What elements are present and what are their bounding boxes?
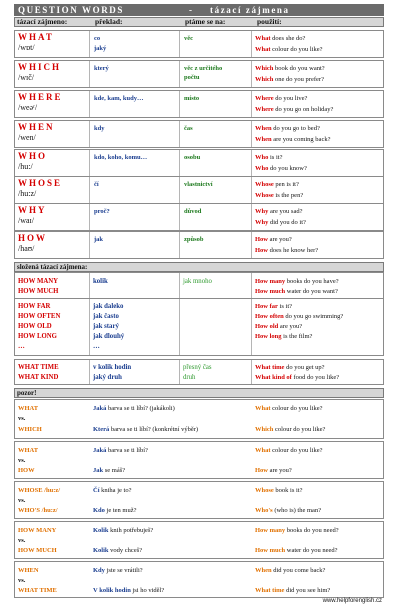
vs-label: vs. <box>18 537 26 544</box>
english-example: What colour do you like? <box>255 405 323 412</box>
czech-translation: kde, kam, kudy… <box>94 95 144 102</box>
example: Who is it? <box>255 154 283 161</box>
word-row <box>14 90 384 118</box>
asks-about: počtu <box>184 74 200 81</box>
czech-translation: čí <box>94 181 99 188</box>
example: What does she do? <box>255 35 306 42</box>
english-example: How many books do you need? <box>255 527 339 534</box>
vs-label: vs. <box>18 497 26 504</box>
example: Whose is the pen? <box>255 192 304 199</box>
asks-about: vlastnictví <box>184 181 213 188</box>
example: How many books do you have? <box>255 278 339 285</box>
example: Why did you do it? <box>255 219 306 226</box>
header-col4: použití: <box>257 17 282 26</box>
question-word: WHEN <box>18 122 55 132</box>
word-row <box>14 203 384 231</box>
pronunciation: /wɒt/ <box>18 43 35 52</box>
contrast-pair <box>14 521 384 559</box>
contrast-word-a: WHAT <box>18 405 39 412</box>
header-col1: tázací zájmeno: <box>17 17 68 26</box>
question-word: WHERE <box>18 92 63 102</box>
compound-word: HOW OFTEN <box>18 313 61 320</box>
compound-word: HOW FAR <box>18 303 51 310</box>
vs-label: vs. <box>18 415 26 422</box>
contrast-word-b: WHICH <box>18 426 42 433</box>
english-example: How much water do you need? <box>255 547 338 554</box>
compound-word: WHAT TIME <box>18 364 59 371</box>
question-word: WHAT <box>18 32 54 42</box>
english-example: What time did you see him? <box>255 587 331 594</box>
compound-group <box>14 359 384 385</box>
example: How often do you go swimming? <box>255 313 344 320</box>
compound-section-header: složená tázací zájmena: <box>14 262 384 272</box>
word-row <box>14 120 384 148</box>
english-example: Who's (who is) the man? <box>255 507 322 514</box>
title-czech: tázací zájmena <box>210 5 290 15</box>
english-example: What colour do you like? <box>255 447 323 454</box>
contrast-pair <box>14 561 384 598</box>
word-row <box>14 231 384 259</box>
english-example: Whose book is it? <box>255 487 303 494</box>
asks-about: druh <box>183 374 196 381</box>
example: What time do you get up? <box>255 364 325 371</box>
contrast-word-b: HOW <box>18 467 35 474</box>
question-word: WHY <box>18 205 47 215</box>
czech-translation: jak dlouhý <box>93 333 125 340</box>
pozor-section-header: pozor! <box>14 388 384 398</box>
question-word: WHICH <box>18 62 62 72</box>
example: How old are you? <box>255 323 303 330</box>
compound-word: HOW OLD <box>18 323 52 330</box>
asks-about: jak mnoho <box>183 278 212 285</box>
asks-about: způsob <box>184 236 204 243</box>
example: How far is it? <box>255 303 293 310</box>
contrast-pair <box>14 441 384 479</box>
contrast-word-a: WHOSE /hu:z/ <box>18 487 61 494</box>
asks-about: osobu <box>184 154 201 161</box>
czech-translation: … <box>93 343 100 350</box>
pronunciation: /wen/ <box>18 133 36 142</box>
asks-about: věc z určitého <box>184 65 223 72</box>
czech-example: Čí kniha je to? <box>93 487 132 494</box>
english-example: Which colour do you like? <box>255 426 326 433</box>
contrast-word-a: HOW MANY <box>18 527 57 534</box>
czech-example: Kolik knih potřebuješ? <box>93 527 154 534</box>
example: How does he know her? <box>255 247 319 254</box>
compound-word: … <box>18 343 25 350</box>
compound-word: HOW MANY <box>18 278 59 285</box>
czech-example: Kdo je ten muž? <box>93 507 137 514</box>
english-example: How are you? <box>255 467 292 474</box>
compound-word: HOW LONG <box>18 333 57 340</box>
example: How much water do you want? <box>255 288 338 295</box>
english-example: When did you come back? <box>255 567 326 574</box>
czech-example: Kolik vody chceš? <box>93 547 143 554</box>
header-col3: ptáme se na: <box>185 17 226 26</box>
asks-about: čas <box>184 125 193 132</box>
example: Who do you know? <box>255 165 307 172</box>
title-dash: - <box>189 5 194 15</box>
czech-translation: kdy <box>94 125 105 132</box>
title-english: QUESTION WORDS <box>18 5 125 15</box>
question-word: WHO <box>18 151 48 161</box>
compound-word: HOW MUCH <box>18 288 59 295</box>
czech-example: Jak se máš? <box>93 467 126 474</box>
example: Which one do you prefer? <box>255 76 324 83</box>
czech-example: Jaká barva se ti líbí? (jakákoli) <box>93 405 175 412</box>
czech-translation: jak často <box>93 313 119 320</box>
example: What colour do you like? <box>255 46 323 53</box>
czech-translation: v kolik hodin <box>93 364 132 371</box>
word-row <box>14 176 384 204</box>
compound-group <box>14 298 384 356</box>
czech-example: Jaká barva se ti líbí? <box>93 447 148 454</box>
contrast-pair <box>14 399 384 439</box>
czech-translation: jaký <box>94 45 107 52</box>
question-word: WHOSE <box>18 178 63 188</box>
example: How are you? <box>255 236 292 243</box>
asks-about: věc <box>184 35 194 42</box>
example: How long is the film? <box>255 333 313 340</box>
contrast-word-b: WHAT TIME <box>18 587 57 594</box>
contrast-word-b: HOW MUCH <box>18 547 57 554</box>
czech-example: Kdy jste se vrátili? <box>93 567 143 574</box>
example: What kind of food do you like? <box>255 374 340 381</box>
contrast-word-a: WHEN <box>18 567 39 574</box>
czech-translation: co <box>94 35 101 42</box>
czech-translation: proč? <box>94 208 110 215</box>
czech-translation: kdo, koho, komu… <box>94 154 148 161</box>
pronunciation: /wɪč/ <box>18 73 34 82</box>
czech-translation: jak daleko <box>93 303 124 310</box>
czech-example: Která barva se ti líbí? (konkrétní výběr) <box>93 426 199 433</box>
asks-about: důvod <box>184 208 202 215</box>
question-word: HOW <box>18 233 48 243</box>
title-bar <box>14 4 384 16</box>
contrast-pair <box>14 481 384 519</box>
vs-label: vs. <box>18 577 26 584</box>
czech-example: V kolik hodin jsi ho viděl? <box>93 587 165 594</box>
pronunciation: /hu:/ <box>18 162 33 171</box>
example: Where do you live? <box>255 95 308 102</box>
asks-about: přesný čas <box>183 364 212 371</box>
footer-url: www.helpforenglish.cz <box>322 598 382 604</box>
czech-translation: který <box>94 65 109 72</box>
pronunciation: /waɪ/ <box>18 216 34 225</box>
contrast-word-b: WHO'S /hu:z/ <box>18 507 58 514</box>
pronunciation: /hu:z/ <box>18 189 37 198</box>
czech-translation: jak <box>94 236 104 243</box>
example: Whose pen is it? <box>255 181 299 188</box>
word-row <box>14 60 384 88</box>
pronunciation: /haʊ/ <box>18 244 35 253</box>
example: Which book do you want? <box>255 65 325 72</box>
word-row <box>14 149 384 177</box>
compound-group <box>14 272 384 299</box>
vs-label: vs. <box>18 457 26 464</box>
czech-translation: kolik <box>93 278 108 285</box>
example: Why are you sad? <box>255 208 303 215</box>
asks-about: místo <box>184 95 200 102</box>
contrast-word-a: WHAT <box>18 447 39 454</box>
example: When do you go to bed? <box>255 125 320 132</box>
example: Where do you go on holiday? <box>255 106 334 113</box>
czech-translation: jak starý <box>93 323 119 330</box>
header-col2: překlad: <box>95 17 123 26</box>
pronunciation: /weəʳ/ <box>18 103 38 112</box>
word-row <box>14 30 384 58</box>
column-header <box>14 17 384 27</box>
example: When are you coming back? <box>255 136 331 143</box>
czech-translation: jaký druh <box>93 374 122 381</box>
compound-word: WHAT KIND <box>18 374 59 381</box>
